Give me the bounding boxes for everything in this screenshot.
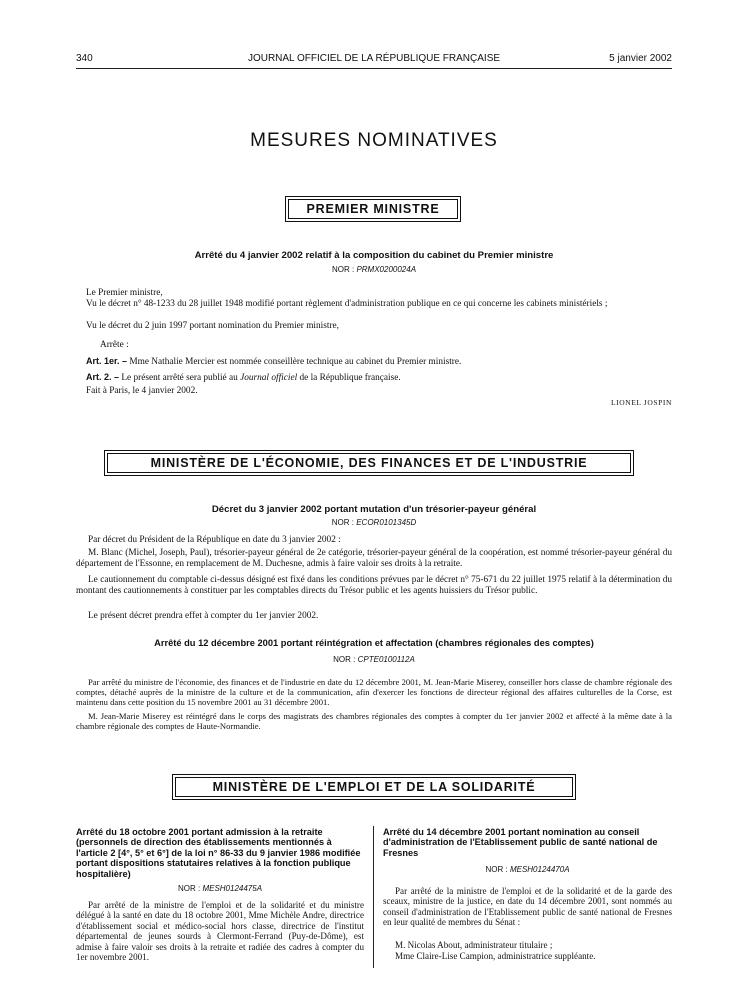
act-title: Arrêté du 18 octobre 2001 portant admission à la retraite (personnels de direction des établissements mentionnés à l'article 2 [4°, 5° et 6°] de la loi n° 86-33 du 9 janvier 1986 modifiée portant dispositions statutaires relatives à la fonction publique hospitalière) bbox=[76, 827, 361, 879]
nor-label: NOR : bbox=[331, 265, 355, 274]
act-title: Décret du 3 janvier 2002 portant mutation d'un trésorier-payeur général bbox=[211, 504, 537, 515]
nor-code: CPTE0100112A bbox=[357, 655, 415, 664]
text-paragraph: M. Blanc (Michel, Joseph, Paul), trésorier-payeur général de 2e catégorie, trésorier-payeur général de la coopération, est nommé trésorier-payeur général du département de l'Essonne, en remplacement de M. Duchesne, admis à faire valoir ses droits à la retraite. bbox=[76, 548, 672, 569]
signature: LIONEL JOSPIN bbox=[610, 398, 672, 407]
nor-reference bbox=[76, 265, 672, 274]
act-title: Arrêté du 4 janvier 2002 relatif à la composition du cabinet du Premier ministre bbox=[194, 250, 554, 261]
ministry-box-premier-ministre bbox=[285, 196, 461, 222]
text-paragraph: Le cautionnement du comptable ci-dessus désigné est fixé dans les conditions prévues par le décret n° 75-671 du 22 juillet 1975 relatif à la détermination du montant des cautionnements à constituer par les comptables directs du Trésor public et les agents huissiers du Trésor public. bbox=[76, 575, 672, 596]
column-divider bbox=[373, 826, 374, 968]
article-label: Art. 2. – bbox=[86, 372, 120, 382]
ministry-name: PREMIER MINISTRE bbox=[288, 199, 458, 219]
nor-label: NOR : bbox=[333, 655, 356, 664]
act-title: Arrêté du 12 décembre 2001 portant réintégration et affectation (chambres régionales des comptes) bbox=[154, 638, 594, 648]
text-paragraph: M. Jean-Marie Miserey est réintégré dans le corps des magistrats des chambres régionales des comptes à compter du 1er janvier 2002 et affecté à la même date à la chambre régionale des comptes de Haute-Normandie. bbox=[76, 711, 672, 732]
journal-name: JOURNAL OFFICIEL DE LA RÉPUBLIQUE FRANÇAISE bbox=[247, 53, 501, 64]
ministry-box-economie bbox=[104, 450, 634, 476]
article-1 bbox=[86, 356, 672, 368]
ministry-box-emploi bbox=[172, 774, 576, 800]
nor-code: PRMX0200024A bbox=[356, 265, 417, 274]
article-text-italic: Journal officiel bbox=[240, 373, 298, 383]
header-rule bbox=[76, 68, 672, 69]
nor-label: NOR : bbox=[331, 518, 354, 527]
article-label: Art. 1er. – bbox=[86, 356, 128, 366]
text-paragraph: Par arrêté du ministre de l'économie, des finances et de l'industrie en date du 12 décembre 2001, M. Jean-Marie Miserey, conseiller hors classe de chambre régionale des comptes, détaché auprès de la ministre de la culture et de la communication, afin d'exercer les fonctions de directeur régional des affaires culturelles de la Corse, est maintenu dans cette position du 15 novembre 2001 au 31 décembre 2001. bbox=[76, 677, 672, 708]
text-line: Par décret du Président de la République en date du 3 janvier 2002 : bbox=[88, 535, 341, 545]
nor-reference bbox=[76, 518, 672, 527]
article-text: Mme Nathalie Mercier est nommée conseillère technique au cabinet du Premier ministre. bbox=[129, 357, 462, 367]
ministry-name: MINISTÈRE DE L'EMPLOI ET DE LA SOLIDARITÉ bbox=[175, 777, 573, 797]
nor-code: MESH0124470A bbox=[509, 865, 570, 874]
text-line: M. Nicolas About, administrateur titulaire ; bbox=[395, 940, 553, 950]
article-2 bbox=[86, 372, 672, 384]
nor-code: ECOR0101345D bbox=[356, 518, 417, 527]
text-line: Le présent décret prendra effet à compter du 1er janvier 2002. bbox=[88, 611, 319, 621]
act-title: Arrêté du 14 décembre 2001 portant nomination au conseil d'administration de l'Etablissement public de santé national de Fresnes bbox=[383, 827, 658, 858]
text-line: Le Premier ministre, bbox=[86, 288, 163, 298]
text-paragraph: Par arrêté de la ministre de l'emploi et de la solidarité et de la garde des sceaux, ministre de la justice, en date du 14 décembre 2001, sont nommés au conseil d'administration de l'Etablissement public de santé national de Fresnes en leur qualité de membres du Sénat : bbox=[383, 886, 672, 928]
text-line: Mme Claire-Lise Campion, administratrice suppléante. bbox=[395, 951, 596, 961]
ministry-name: MINISTÈRE DE L'ÉCONOMIE, DES FINANCES ET DE L'INDUSTRIE bbox=[107, 453, 631, 473]
page-number: 340 bbox=[76, 53, 93, 64]
text-paragraph: Par arrêté de la ministre de l'emploi et de la solidarité et du ministre délégué à la santé en date du 18 octobre 2001, Mme Michèle Andre, directrice d'établissement social et médico-social hors classe, directrice de l'institut départemental de jeunes sourds à Clermont-Ferrand (Puy-de-Dôme), est admise à faire valoir ses droits à la retraite et radiée des cadres à compter du 1er novembre 2001. bbox=[76, 900, 364, 963]
text-line: Vu le décret du 2 juin 1997 portant nomination du Premier ministre, bbox=[86, 321, 339, 331]
issue-date: 5 janvier 2002 bbox=[609, 53, 672, 64]
nor-label: NOR : bbox=[177, 884, 201, 893]
nor-label: NOR : bbox=[485, 865, 508, 874]
text-paragraph: Vu le décret n° 48-1233 du 28 juillet 1948 modifié portant règlement d'administration publique en ce qui concerne les cabinets ministériels ; bbox=[86, 299, 608, 309]
nor-reference bbox=[76, 655, 672, 664]
article-text: Le présent arrêté sera publié au bbox=[121, 373, 238, 383]
text-line: Fait à Paris, le 4 janvier 2002. bbox=[86, 386, 198, 396]
nor-reference bbox=[76, 884, 364, 893]
nor-code: MESH0124475A bbox=[202, 884, 263, 893]
page-title: MESURES NOMINATIVES bbox=[250, 130, 498, 151]
nor-reference bbox=[383, 865, 672, 874]
text-line: Arrête : bbox=[100, 340, 129, 350]
article-text: de la République française. bbox=[299, 373, 401, 383]
running-head bbox=[76, 53, 672, 67]
